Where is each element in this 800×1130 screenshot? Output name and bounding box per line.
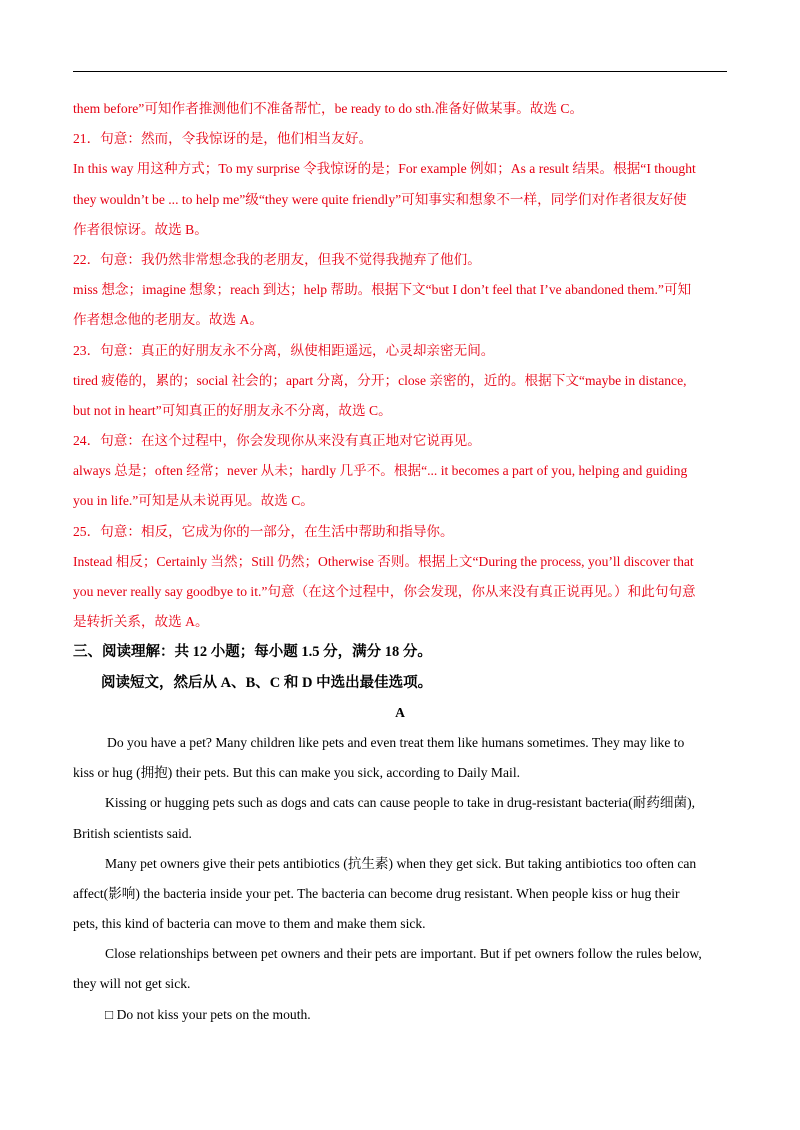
answer-line: you in life.”可知是从未说再见。故选 C。 xyxy=(73,493,314,509)
passage-line: Many pet owners give their pets antibiotics (抗生素) when they get sick. But taking antibiotics too often can xyxy=(105,855,697,871)
answer-line: 22．句意：我仍然非常想念我的老朋友，但我不觉得我抛弃了他们。 xyxy=(73,251,481,267)
answer-line: 是转折关系，故选 A。 xyxy=(73,614,209,630)
answer-line: 23．句意：真正的好朋友永不分离，纵使相距遥远，心灵却亲密无间。 xyxy=(73,342,495,358)
answer-line: 作者很惊讶。故选 B。 xyxy=(73,221,208,237)
passage-line: Kissing or hugging pets such as dogs and cats can cause people to take in drug-resistant bacteria(耐药细菌), xyxy=(105,795,696,811)
answer-line: 25．句意：相反，它成为你的一部分，在生活中帮助和指导你。 xyxy=(73,523,454,539)
answer-line: miss 想念；imagine 想象；reach 到达；help 帮助。根据下文“but I don’t feel that I’ve abandoned them.”可知 xyxy=(73,282,692,298)
page-content xyxy=(73,94,727,1030)
answer-line: 24．句意：在这个过程中，你会发现你从来没有真正地对它说再见。 xyxy=(73,433,481,449)
passage-line: British scientists said. xyxy=(73,825,192,841)
answer-line: Instead 相反；Certainly 当然；Still 仍然；Otherwise 否则。根据上文“During the process, you’ll discover that xyxy=(73,553,694,569)
answer-line: them before”可知作者推测他们不准备帮忙，be ready to do sth.准备好做某事。故选 C。 xyxy=(73,101,584,116)
passage-line: Do you have a pet? Many children like pets and even treat them like humans sometimes. They may like to xyxy=(107,734,685,750)
answer-line: you never really say goodbye to it.”句意（在这个过程中，你会发现，你从来没有真正说再见。）和此句句意 xyxy=(73,584,696,599)
passage-line: pets, this kind of bacteria can move to them and make them sick. xyxy=(73,916,426,932)
section-instruction: 阅读短文，然后从 A、B、C 和 D 中选出最佳选项。 xyxy=(101,674,433,691)
answer-explanations xyxy=(73,94,727,637)
answer-line: 作者想念他的老朋友。故选 A。 xyxy=(73,312,263,328)
header-rule xyxy=(73,71,727,72)
section-heading: 三、阅读理解：共 12 小题；每小题 1.5 分，满分 18 分。 xyxy=(73,644,432,661)
passage-line: kiss or hug (拥抱) their pets. But this can make you sick, according to Daily Mail. xyxy=(73,765,521,781)
passage-line: □ Do not kiss your pets on the mouth. xyxy=(105,1006,311,1022)
passage-text xyxy=(73,728,727,1030)
answer-line: In this way 用这种方式；To my surprise 令我惊讶的是；For example 例如；As a result 结果。根据“I thought xyxy=(73,161,696,177)
answer-line: always 总是；often 经常；never 从未；hardly 几乎不。根据“... it becomes a part of you, helping and guiding xyxy=(73,463,688,479)
answer-line: 21．句意：然而，令我惊讶的是，他们相当友好。 xyxy=(73,131,373,147)
passage-line: Close relationships between pet owners and their pets are important. But if pet owners follow the rules below, xyxy=(105,946,702,962)
passage-label: A xyxy=(395,704,405,720)
passage-line: affect(影响) the bacteria inside your pet. The bacteria can become drug resistant. When people kiss or hug their xyxy=(73,885,680,901)
answer-line: they wouldn’t be ... to help me”级“they were quite friendly”可知事实和想象不一样，同学们对作者很友好使 xyxy=(73,191,687,207)
answer-line: tired 疲倦的，累的；social 社会的；apart 分离，分开；close 亲密的，近的。根据下文“maybe in distance, xyxy=(73,372,687,388)
answer-line: but not in heart”可知真正的好朋友永不分离，故选 C。 xyxy=(73,402,392,418)
passage-line: they will not get sick. xyxy=(73,976,191,992)
